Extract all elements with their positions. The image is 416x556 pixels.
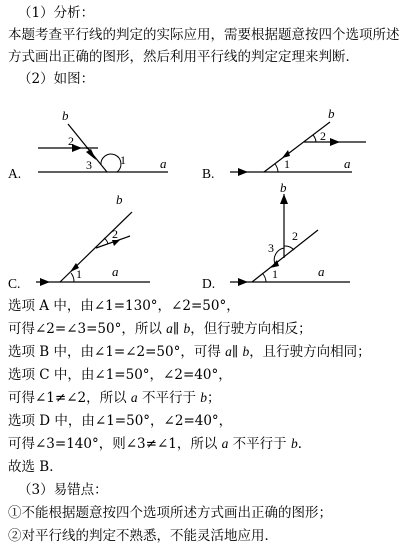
figure-d-angle-1: 1 — [272, 267, 278, 281]
solution-d-line-2-pre: 可得∠3=140°，则∠3≠∠1，所以 — [8, 436, 222, 452]
mistake-point-2: ②对平行线的判定不熟悉，不能灵活地应用． — [8, 528, 278, 544]
parallel-symbol: ∥ — [231, 344, 243, 360]
solution-c-line-2 — [8, 389, 221, 407]
figure-b-angle-2: 2 — [320, 129, 326, 143]
solution-b-line-1-pre: 选项 B 中，由∠1=∠2=50°，可得 — [8, 344, 226, 360]
figure-c — [0, 192, 200, 292]
solution-a-line-1: 选项 A 中，由∠1=130°，∠2=50°， — [8, 298, 240, 314]
var-b: b — [200, 390, 207, 405]
figure-b-option-label: B. — [202, 166, 215, 181]
figure-c-angle-2: 2 — [112, 227, 118, 241]
figure-d-line-label: a — [318, 264, 325, 279]
figure-d — [200, 180, 416, 292]
solution-b-line-1 — [8, 343, 371, 361]
figure-c-option-label: C. — [8, 276, 21, 291]
var-b: b — [290, 436, 298, 451]
figure-b-line-label: a — [344, 156, 351, 171]
parallel-symbol: ∥ — [172, 321, 184, 337]
figure-d-angle-3: 3 — [268, 241, 274, 255]
solution-c-line-2-post: ； — [207, 390, 221, 406]
solution-c-line-2-pre: 可得∠1≠∠2，所以 — [8, 390, 131, 406]
solution-d-line-1: 选项 D 中，由∠1=50°，∠2=40°， — [8, 413, 233, 429]
figure-b — [200, 100, 416, 190]
solution-d-line-2 — [8, 435, 311, 453]
var-a: a — [130, 390, 138, 405]
solution-d-line-2-post: ． — [297, 436, 312, 452]
var-b: b — [242, 344, 250, 359]
figure-a-angle-3: 3 — [86, 158, 92, 172]
var-a: a — [221, 436, 229, 451]
figure-d-option-label: D. — [202, 276, 216, 291]
figure-c-ray-label: b — [116, 192, 123, 207]
solution-b-line-1-post: ，且行驶方向相同； — [249, 344, 371, 360]
var-b: b — [183, 321, 191, 336]
solution-a-line-2-post: ，但行驶方向相反； — [190, 321, 312, 337]
solution-a-line-2-pre: 可得∠2=∠3=50°，所以 — [8, 321, 167, 337]
section-3-heading: （3）易错点： — [18, 482, 108, 498]
not-parallel-text: 不平行于 — [137, 390, 201, 406]
solution-c-line-1: 选项 C 中，由∠1=50°，∠2=40°， — [8, 367, 232, 383]
var-a: a — [166, 321, 173, 336]
figure-a-option-label: A. — [8, 166, 22, 181]
figure-c-line-label: a — [112, 264, 119, 279]
figure-b-angle-1: 1 — [284, 157, 290, 171]
solution-a-line-2 — [8, 320, 312, 338]
figure-a-ray-label: b — [62, 108, 69, 123]
conclusion: 故选 B． — [8, 459, 63, 475]
mistake-point-1: ①不能根据题意按四个选项所述方式画出正确的图形； — [8, 505, 332, 521]
figure-c-angle-1: 1 — [76, 267, 82, 281]
figure-a-angle-1: 1 — [120, 153, 126, 167]
figure-a-line-label: a — [160, 156, 167, 171]
figure-d-angle-2: 2 — [292, 229, 298, 243]
var-a: a — [225, 344, 232, 359]
figure-a-angle-2: 2 — [68, 134, 74, 148]
figure-a — [0, 100, 200, 190]
section-2-heading: （2）如图： — [18, 71, 95, 87]
figure-b-ray-label: b — [328, 106, 335, 121]
figure-d-ray-label: b — [280, 180, 287, 195]
section-1-heading: （1）分析： — [18, 5, 95, 21]
analysis-line-2: 方式画出正确的图形，然后利用平行线的判定定理来判断． — [8, 49, 359, 65]
not-parallel-text: 不平行于 — [228, 436, 291, 452]
analysis-line-1: 本题考查平行线的判定的实际应用，需要根据题意按四个选项所述 — [8, 27, 400, 43]
